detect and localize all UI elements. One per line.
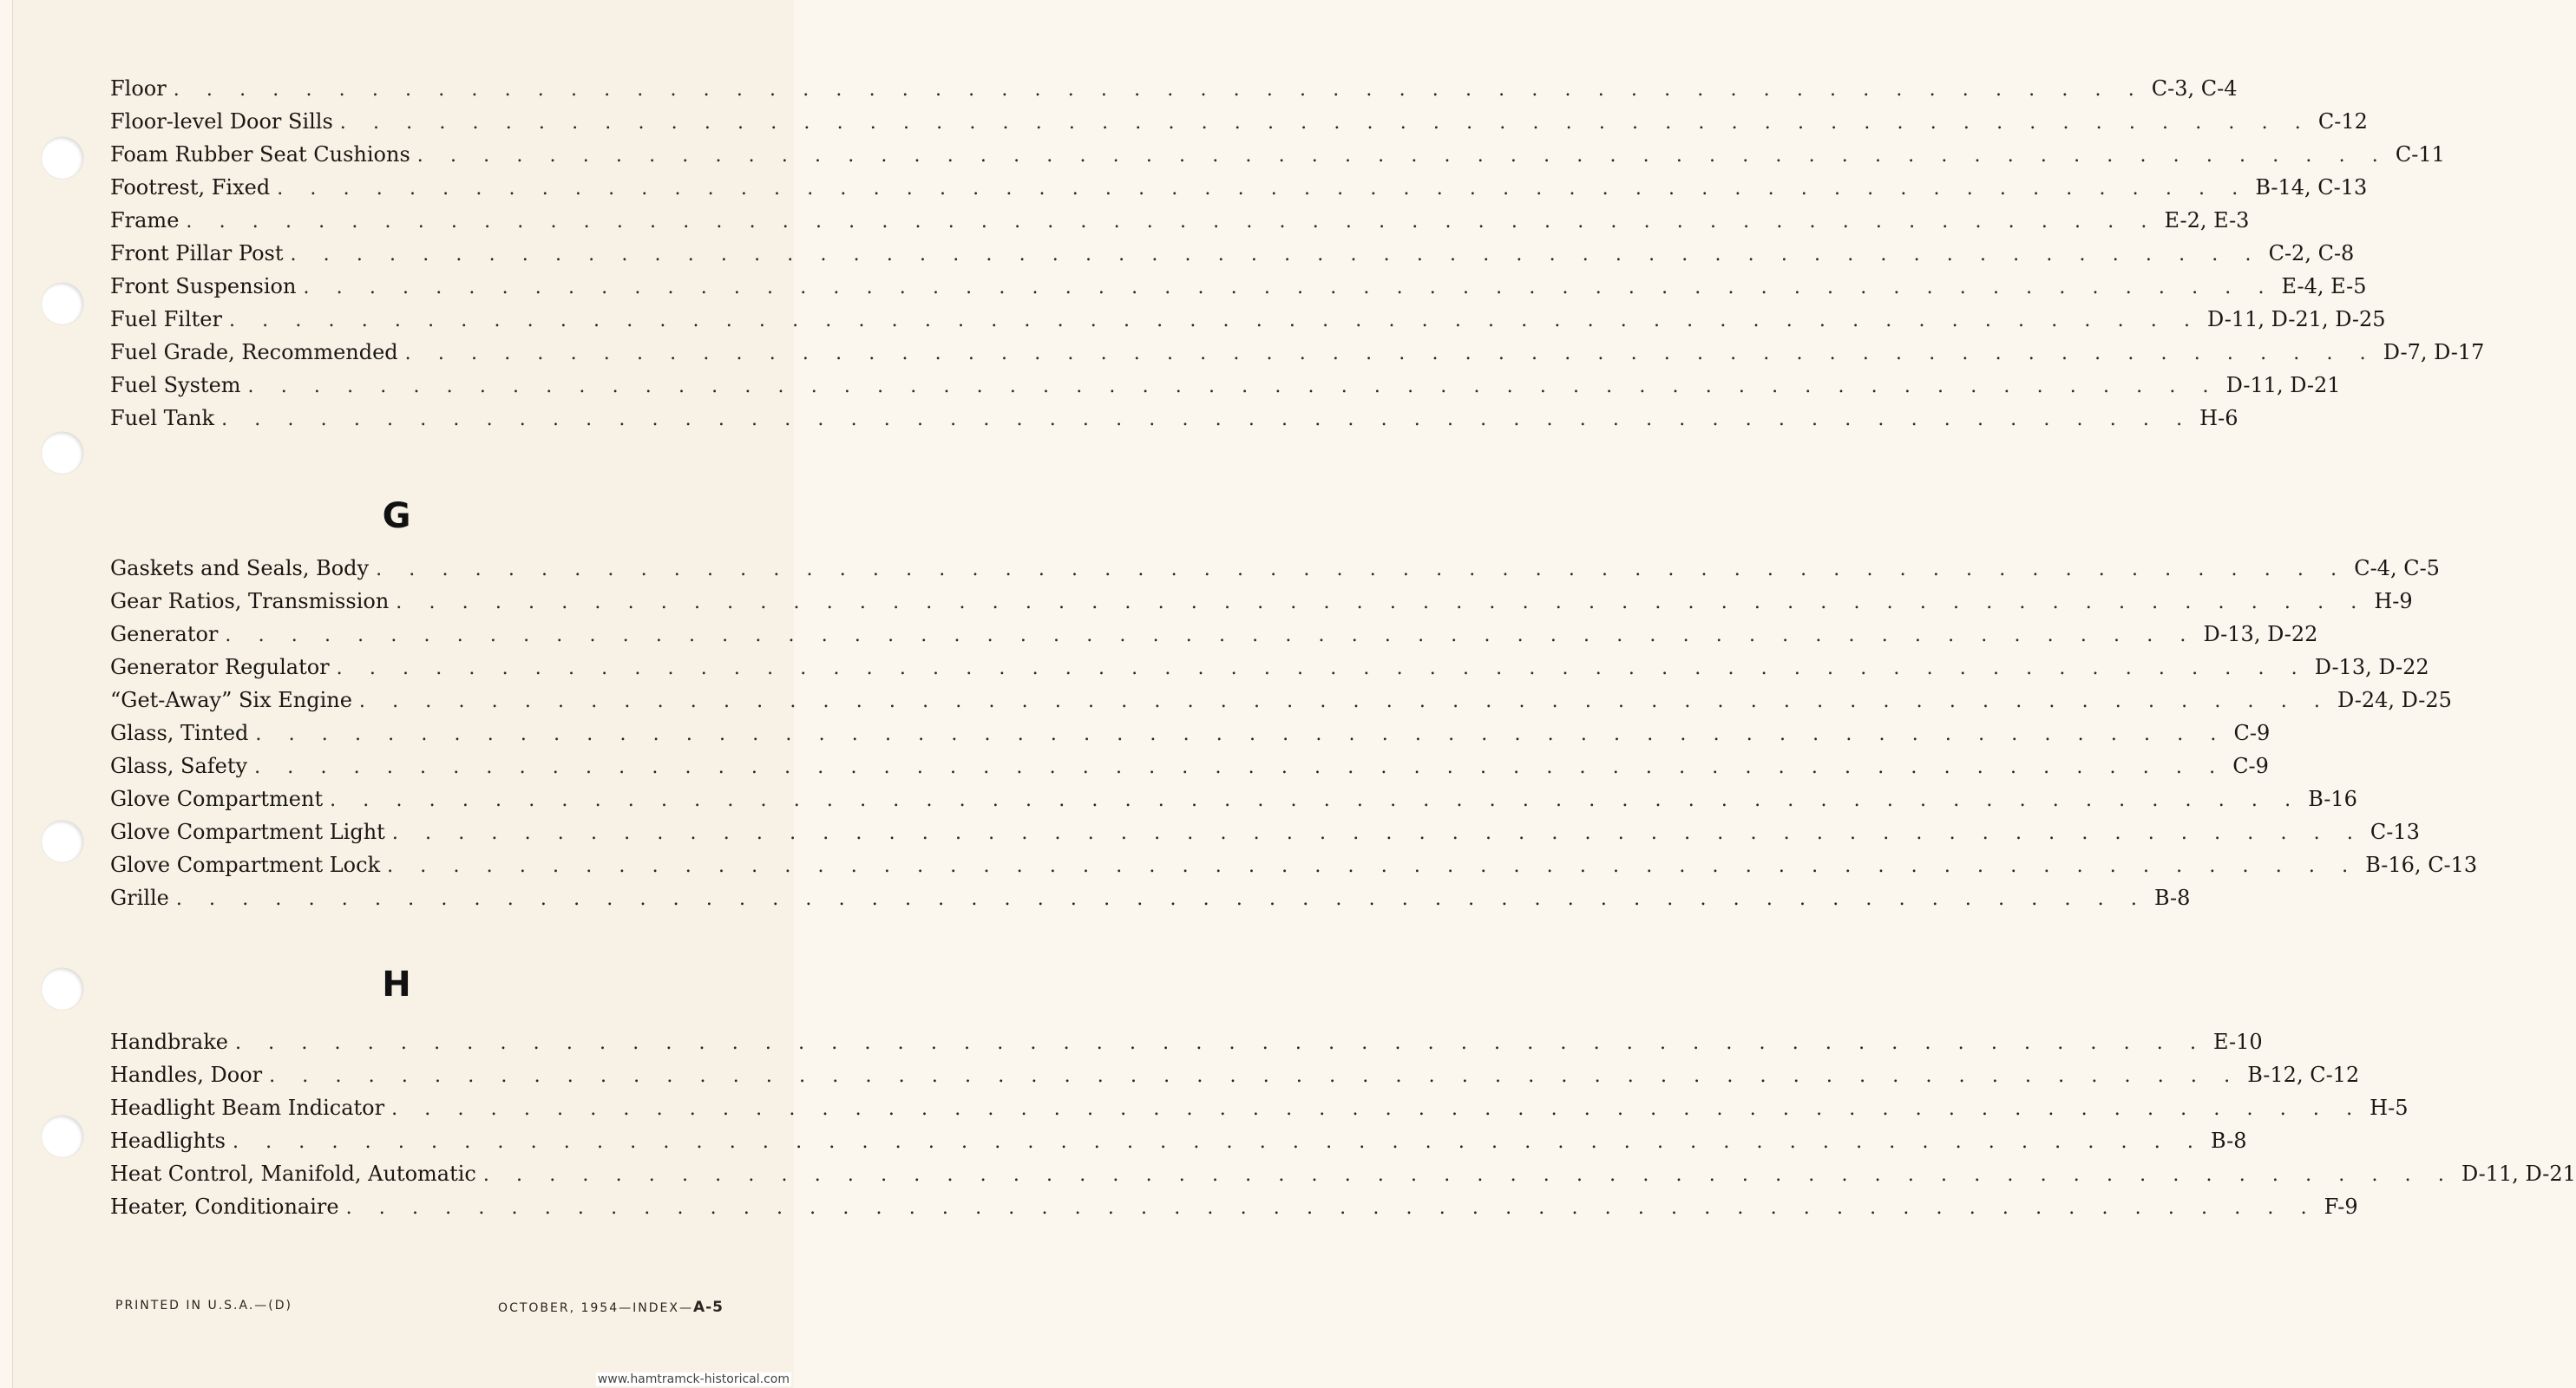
entry-page-ref: D-11, D-21 — [2225, 373, 2341, 397]
entry-label: Generator Regulator — [110, 655, 330, 679]
entry-page-ref: C-12 — [2317, 109, 2368, 134]
dot-leader: . . . . . . . . . . . . . . . . . . . . . . . . . . . . . . . . . . . . . . . . . . . . . . . . . . . . . . . . . . . . — [290, 244, 2262, 265]
section-letter-h: H — [382, 965, 411, 1005]
index-entry — [110, 820, 2420, 853]
entry-page-ref: F-9 — [2324, 1195, 2358, 1219]
dot-leader: . . . . . . . . . . . . . . . . . . . . . . . . . . . . . . . . . . . . . . . . . . . . . . . . . . . . . . . . . . . . — [387, 855, 2359, 877]
section-letter-g: G — [382, 496, 411, 536]
entry-label: Glass, Safety — [110, 754, 248, 778]
entry-page-ref: H-5 — [2370, 1096, 2409, 1120]
entry-label: Footrest, Fixed — [110, 175, 271, 200]
index-entry — [110, 589, 2413, 622]
entry-label: Gaskets and Seals, Body — [110, 556, 370, 580]
entry-page-ref: C-9 — [2233, 721, 2271, 745]
entry-page-ref: E-2, E-3 — [2164, 208, 2250, 232]
binder-hole — [42, 137, 83, 179]
index-entry — [110, 76, 2238, 109]
index-entry — [110, 241, 2355, 274]
entry-page-ref: D-13, D-22 — [2203, 622, 2318, 646]
dot-leader: . . . . . . . . . . . . . . . . . . . . . . . . . . . . . . . . . . . . . . . . . . . . . . . . . . . . . . . . . . . . — [175, 888, 2147, 910]
entry-label: Glove Compartment Light — [110, 820, 385, 844]
entry-label: Headlights — [110, 1129, 226, 1153]
index-entry — [110, 655, 2429, 688]
entry-page-ref: C-13 — [2370, 820, 2420, 844]
entry-label: Foam Rubber Seat Cushions — [110, 142, 410, 167]
index-entry — [110, 307, 2386, 340]
index-entry — [110, 142, 2445, 175]
dot-leader: . . . . . . . . . . . . . . . . . . . . . . . . . . . . . . . . . . . . . . . . . . . . . . . . . . . . . . . . . . . . — [255, 723, 2227, 745]
index-entry — [110, 886, 2191, 919]
index-entry — [110, 406, 2238, 439]
entry-page-ref: B-8 — [2211, 1129, 2247, 1153]
entry-label: Frame — [110, 208, 180, 232]
index-entry — [110, 175, 2368, 208]
entry-label: Fuel System — [110, 373, 241, 397]
index-entry — [110, 274, 2367, 307]
entry-label: Fuel Tank — [110, 406, 215, 430]
dot-leader: . . . . . . . . . . . . . . . . . . . . . . . . . . . . . . . . . . . . . . . . . . . . . . . . . . . . . . . . . . . . — [416, 145, 2389, 167]
binder-hole — [42, 283, 83, 324]
entry-page-ref: H-9 — [2374, 589, 2413, 613]
dot-leader: . . . . . . . . . . . . . . . . . . . . . . . . . . . . . . . . . . . . . . . . . . . . . . . . . . . . . . . . . . . . — [232, 1131, 2205, 1153]
entry-label: “Get-Away” Six Engine — [110, 688, 352, 712]
dot-leader: . . . . . . . . . . . . . . . . . . . . . . . . . . . . . . . . . . . . . . . . . . . . . . . . . . . . . . . . . . . . — [173, 79, 2145, 101]
index-section-g — [110, 556, 2478, 919]
dot-leader: . . . . . . . . . . . . . . . . . . . . . . . . . . . . . . . . . . . . . . . . . . . . . . . . . . . . . . . . . . . . — [391, 822, 2363, 844]
entry-label: Glove Compartment — [110, 787, 324, 811]
entry-label: Floor — [110, 76, 167, 101]
binder-hole — [42, 821, 83, 862]
entry-page-ref: B-8 — [2153, 886, 2191, 910]
index-entry — [110, 1096, 2409, 1129]
entry-page-ref: D-11, D-21 — [2461, 1162, 2576, 1186]
entry-label: Glass, Tinted — [110, 721, 249, 745]
dot-leader: . . . . . . . . . . . . . . . . . . . . . . . . . . . . . . . . . . . . . . . . . . . . . . . . . . . . . . . . . . . . — [303, 277, 2275, 298]
entry-label: Headlight Beam Indicator — [110, 1096, 385, 1120]
entry-label: Heat Control, Manifold, Automatic — [110, 1162, 476, 1186]
page-number: A-5 — [692, 1299, 724, 1316]
entry-page-ref: C-3, C-4 — [2151, 76, 2238, 101]
dot-leader: . . . . . . . . . . . . . . . . . . . . . . . . . . . . . . . . . . . . . . . . . . . . . . . . . . . . . . . . . . . . — [277, 178, 2249, 200]
dot-leader: . . . . . . . . . . . . . . . . . . . . . . . . . . . . . . . . . . . . . . . . . . . . . . . . . . . . . . . . . . . . — [336, 658, 2308, 679]
dot-leader: . . . . . . . . . . . . . . . . . . . . . . . . . . . . . . . . . . . . . . . . . . . . . . . . . . . . . . . . . . . . — [482, 1164, 2455, 1186]
footer-date-index — [498, 1299, 724, 1318]
index-entry — [110, 754, 2269, 787]
dot-leader: . . . . . . . . . . . . . . . . . . . . . . . . . . . . . . . . . . . . . . . . . . . . . . . . . . . . . . . . . . . . — [404, 343, 2376, 364]
index-entry — [110, 373, 2341, 406]
dot-leader: . . . . . . . . . . . . . . . . . . . . . . . . . . . . . . . . . . . . . . . . . . . . . . . . . . . . . . . . . . . . — [228, 310, 2201, 331]
entry-page-ref: H-6 — [2199, 406, 2238, 430]
index-entry — [110, 721, 2271, 754]
dot-leader: . . . . . . . . . . . . . . . . . . . . . . . . . . . . . . . . . . . . . . . . . . . . . . . . . . . . . . . . . . . . — [345, 1197, 2317, 1219]
entry-page-ref: C-2, C-8 — [2268, 241, 2355, 265]
source-watermark: www.hamtramck-historical.com — [597, 1372, 790, 1386]
entry-page-ref: D-11, D-21, D-25 — [2207, 307, 2386, 331]
dot-leader: . . . . . . . . . . . . . . . . . . . . . . . . . . . . . . . . . . . . . . . . . . . . . . . . . . . . . . . . . . . . — [376, 559, 2348, 580]
entry-page-ref: C-9 — [2232, 754, 2269, 778]
entry-label: Heater, Conditionaire — [110, 1195, 339, 1219]
index-section-h — [110, 1030, 2576, 1228]
index-entry — [110, 1063, 2360, 1096]
entry-page-ref: C-4, C-5 — [2354, 556, 2440, 580]
index-entry — [110, 1129, 2247, 1162]
entry-label: Glove Compartment Lock — [110, 853, 381, 877]
dot-leader: . . . . . . . . . . . . . . . . . . . . . . . . . . . . . . . . . . . . . . . . . . . . . . . . . . . . . . . . . . . . — [221, 409, 2193, 430]
dot-leader: . . . . . . . . . . . . . . . . . . . . . . . . . . . . . . . . . . . . . . . . . . . . . . . . . . . . . . . . . . . . — [396, 592, 2368, 613]
entry-label: Fuel Grade, Recommended — [110, 340, 398, 364]
dot-leader: . . . . . . . . . . . . . . . . . . . . . . . . . . . . . . . . . . . . . . . . . . . . . . . . . . . . . . . . . . . . — [358, 691, 2331, 712]
index-entry — [110, 853, 2478, 886]
entry-page-ref: B-14, C-13 — [2255, 175, 2368, 200]
index-entry — [110, 208, 2250, 241]
dot-leader: . . . . . . . . . . . . . . . . . . . . . . . . . . . . . . . . . . . . . . . . . . . . . . . . . . . . . . . . . . . . — [247, 376, 2219, 397]
entry-label: Handbrake — [110, 1030, 228, 1054]
entry-page-ref: E-4, E-5 — [2281, 274, 2367, 298]
entry-label: Front Suspension — [110, 274, 297, 298]
entry-label: Grille — [110, 886, 169, 910]
entry-label: Front Pillar Post — [110, 241, 284, 265]
dot-leader: . . . . . . . . . . . . . . . . . . . . . . . . . . . . . . . . . . . . . . . . . . . . . . . . . . . . . . . . . . . . — [234, 1032, 2207, 1054]
entry-label: Generator — [110, 622, 219, 646]
dot-leader: . . . . . . . . . . . . . . . . . . . . . . . . . . . . . . . . . . . . . . . . . . . . . . . . . . . . . . . . . . . . — [330, 789, 2302, 811]
dot-leader: . . . . . . . . . . . . . . . . . . . . . . . . . . . . . . . . . . . . . . . . . . . . . . . . . . . . . . . . . . . . — [269, 1065, 2241, 1087]
entry-page-ref: B-16, C-13 — [2365, 853, 2478, 877]
entry-page-ref: D-13, D-22 — [2314, 655, 2429, 679]
footer-printed: PRINTED IN U.S.A.—(D) — [115, 1299, 292, 1313]
index-entry — [110, 1162, 2576, 1195]
dot-leader: . . . . . . . . . . . . . . . . . . . . . . . . . . . . . . . . . . . . . . . . . . . . . . . . . . . . . . . . . . . . — [225, 625, 2197, 646]
index-entry — [110, 556, 2440, 589]
dot-leader: . . . . . . . . . . . . . . . . . . . . . . . . . . . . . . . . . . . . . . . . . . . . . . . . . . . . . . . . . . . . — [186, 211, 2158, 232]
dot-leader: . . . . . . . . . . . . . . . . . . . . . . . . . . . . . . . . . . . . . . . . . . . . . . . . . . . . . . . . . . . . — [254, 756, 2226, 778]
binder-hole — [42, 432, 83, 474]
index-entry — [110, 787, 2357, 820]
index-entry — [110, 1030, 2263, 1063]
entry-label: Gear Ratios, Transmission — [110, 589, 390, 613]
binder-hole — [42, 1116, 83, 1157]
index-entry — [110, 109, 2368, 142]
entry-page-ref: B-16 — [2308, 787, 2357, 811]
index-entry — [110, 340, 2485, 373]
index-entry — [110, 688, 2452, 721]
entry-label: Handles, Door — [110, 1063, 263, 1087]
entry-page-ref: D-24, D-25 — [2337, 688, 2452, 712]
entry-page-ref: D-7, D-17 — [2383, 340, 2485, 364]
entry-page-ref: B-12, C-12 — [2247, 1063, 2360, 1087]
entry-page-ref: C-11 — [2395, 142, 2445, 167]
index-entry — [110, 622, 2318, 655]
footer-date-text: OCTOBER, 1954—INDEX— — [498, 1301, 693, 1315]
index-section-f — [110, 76, 2485, 439]
entry-label: Floor-level Door Sills — [110, 109, 333, 134]
index-entry — [110, 1195, 2358, 1228]
entry-page-ref: E-10 — [2213, 1030, 2263, 1054]
entry-label: Fuel Filter — [110, 307, 222, 331]
dot-leader: . . . . . . . . . . . . . . . . . . . . . . . . . . . . . . . . . . . . . . . . . . . . . . . . . . . . . . . . . . . . — [339, 112, 2311, 134]
dot-leader: . . . . . . . . . . . . . . . . . . . . . . . . . . . . . . . . . . . . . . . . . . . . . . . . . . . . . . . . . . . . — [391, 1098, 2363, 1120]
